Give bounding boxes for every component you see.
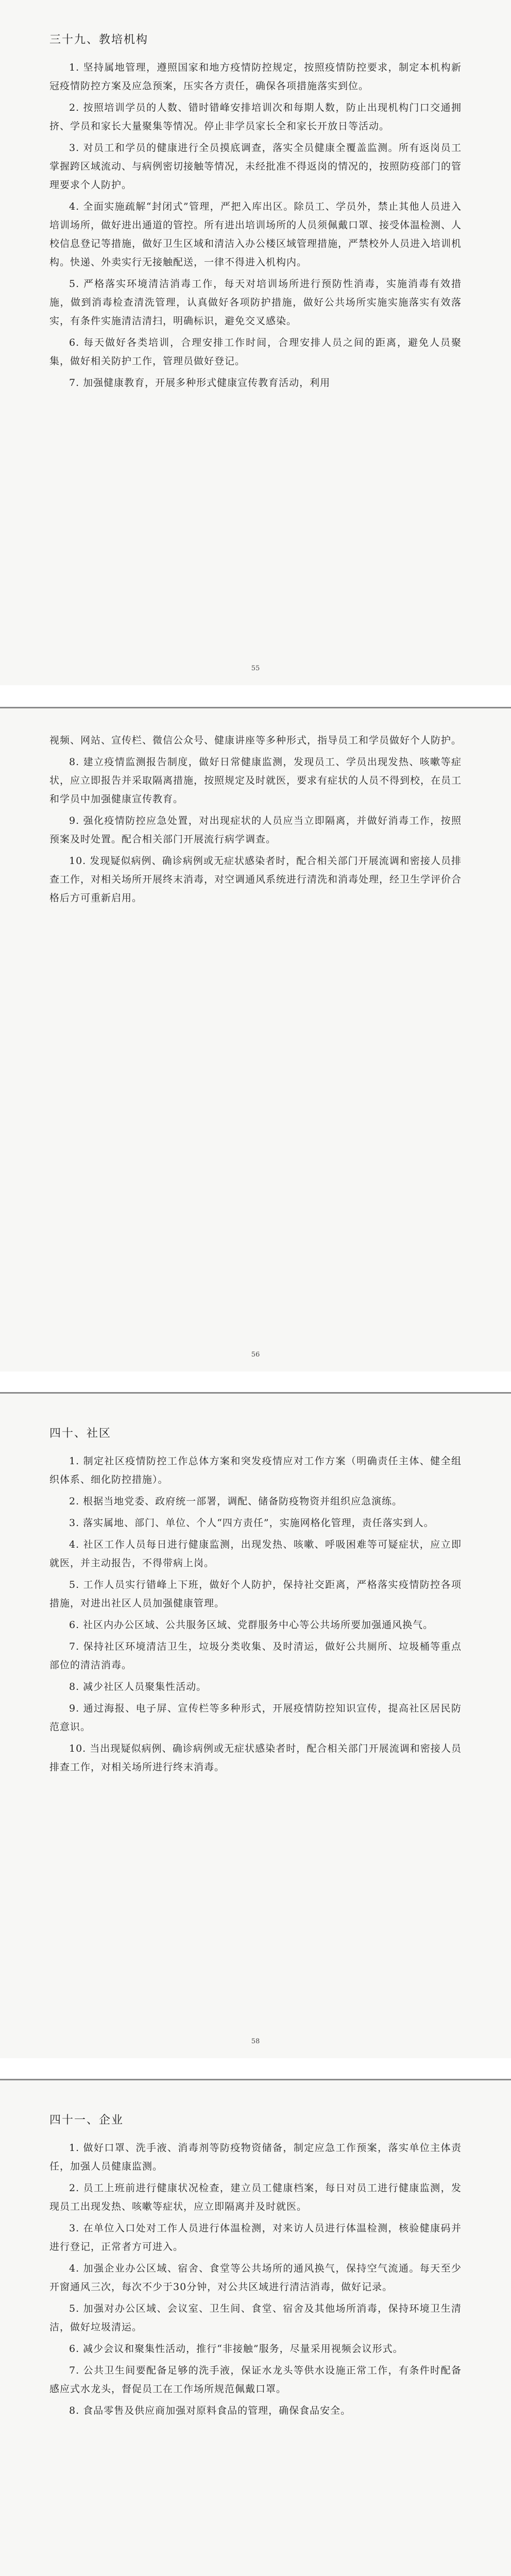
paragraph: 6. 减少会议和聚集性活动，推行“非接触”服务，尽量采用视频会议形式。	[69, 2343, 403, 2354]
paragraph: 1. 制定社区疫情防控工作总体方案和突发疫情应对工作方案（明确责任主体、健全组织体系、细化防控措施）。	[49, 1455, 462, 1485]
paragraph: 3. 对员工和学员的健康进行全员摸底调查，落实全员健康全覆盖监测。所有返岗员工掌握跨区域流动、与病例密切接触等情况，未经批准不得返岗的情况的，按照防疫部门的管理要求个人防护。	[49, 142, 462, 191]
paragraph: 视频、网站、宣传栏、微信公众号、健康讲座等多种形式，指导员工和学员做好个人防护。	[49, 735, 462, 746]
paragraph: 2. 根据当地党委、政府统一部署，调配、储备防疫物资并组织应急演练。	[69, 1496, 403, 1507]
paragraph: 9. 通过海报、电子屏、宣传栏等多种形式，开展疫情防控知识宣传，提高社区居民防范意识。	[49, 1703, 462, 1733]
paragraph: 5. 严格落实环境清洁消毒工作，每天对培训场所进行预防性消毒，实施消毒有效措施，做到消毒检查清洗管理，认真做好各项防护措施，做好公共场所实施实施落实有效落实，有条件实施清洁清扫，明确标识，避免交叉感染。	[49, 278, 462, 327]
paragraph: 6. 每天做好各类培训，合理安排工作时间，合理安排人员之间的距离，避免人员聚集，做好相关防护工作，管理员做好登记。	[49, 337, 462, 367]
section-heading: 三十九、教培机构	[49, 33, 149, 46]
section-heading: 四十一、企业	[49, 2114, 124, 2127]
paragraph: 2. 按照培训学员的人数、错时错峰安排培训次和每期人数，防止出现机构门口交通拥挤、学员和家长大量聚集等情况。停止非学员家长全和家长开放日等活动。	[49, 102, 462, 132]
paragraph: 3. 落实属地、部门、单位、个人“四方责任”，实施网格化管理，责任落实到人。	[69, 1517, 434, 1529]
page-gap	[0, 1371, 511, 1392]
paragraph: 5. 工作人员实行错峰上下班，做好个人防护，保持社交距离，严格落实疫情防控各项措施，对进出社区人员加强健康管理。	[49, 1579, 462, 1609]
document-page-1	[0, 0, 511, 685]
paragraph: 10. 发现疑似病例、确诊病例或无症状感染者时，配合相关部门开展流调和密接人员排查工作，对相关场所开展终末消毒，对空调通风系统进行清洗和消毒处理，经卫生学评价合格后方可重新启用。	[49, 855, 462, 904]
paragraph: 6. 社区内办公区域、公共服务区域、党群服务中心等公共场所要加强通风换气。	[69, 1619, 434, 1631]
page-number: 56	[251, 1351, 260, 1359]
paragraph: 1. 做好口罩、洗手液、消毒剂等防疫物资储备，制定应急工作预案，落实单位主体责任，加强人员健康监测。	[49, 2142, 462, 2172]
paragraph: 4. 加强企业办公区域、宿舍、食堂等公共场所的通风换气，保持空气流通。每天至少开窗通风三次，每次不少于30分钟，对公共区域进行清洁消毒，做好记录。	[49, 2263, 462, 2293]
section-heading: 四十、社区	[49, 1427, 112, 1440]
paragraph: 5. 加强对办公区域、会议室、卫生间、食堂、宿舍及其他场所消毒，保持环境卫生清洁，做好垃圾清运。	[49, 2303, 462, 2333]
document-page-3	[0, 1394, 511, 2058]
paragraph: 10. 当出现疑似病例、确诊病例或无症状感染者时，配合相关部门开展流调和密接人员排查工作，对相关场所进行终末消毒。	[49, 1743, 462, 1773]
paragraph: 4. 全面实施疏解“封闭式”管理，严把入库出区。除员工、学员外，禁止其他人员进入培训场所，做好进出通道的管控。所有进出培训场所的人员须佩戴口罩、接受体温检测、人校信息登记等措施，做好卫生区域和清洁入办公楼区域管理措施，严禁校外人员进入培训机构。快递、外卖实行无接触配送，一律不得进入机构内。	[49, 201, 462, 268]
paragraph: 1. 坚持属地管理，遵照国家和地方疫情防控规定，按照疫情防控要求，制定本机构新冠疫情防控方案及应急预案，压实各方责任，确保各项措施落实到位。	[49, 62, 462, 92]
page-number: 55	[251, 665, 260, 672]
paragraph: 7. 公共卫生间要配备足够的洗手液，保证水龙头等供水设施正常工作，有条件时配备感应式水龙头，督促员工在工作场所规范佩戴口罩。	[49, 2365, 462, 2395]
paragraph: 8. 减少社区人员聚集性活动。	[69, 1681, 207, 1692]
page-gap	[0, 2058, 511, 2079]
paragraph: 3. 在单位入口处对工作人员进行体温检测，对来访人员进行体温检测，核验健康码并进行登记，正常者方可进入。	[49, 2223, 462, 2252]
paragraph: 9. 强化疫情防控应急处置，对出现症状的人员应当立即隔离，并做好消毒工作，按照预案及时处置。配合相关部门开展流行病学调查。	[49, 815, 462, 845]
document-page-2	[0, 708, 511, 1371]
paragraph: 2. 员工上班前进行健康状况检查，建立员工健康档案，每日对员工进行健康监测，发现员工出现发热、咳嗽等症状，应立即隔离并及时就医。	[49, 2182, 462, 2212]
page-gap	[0, 685, 511, 707]
document-page-4	[0, 2080, 511, 2576]
paragraph: 7. 保持社区环境清洁卫生，垃圾分类收集、及时清运，做好公共厕所、垃圾桶等重点部位的清洁消毒。	[49, 1641, 462, 1671]
page-number: 58	[251, 2038, 260, 2045]
paragraph: 8. 建立疫情监测报告制度，做好日常健康监测，发现员工、学员出现发热、咳嗽等症状，应立即报告并采取隔离措施，按照规定及时就医，要求有症状的人员不得到校，在员工和学员中加强健康宣传教育。	[49, 756, 462, 805]
paragraph: 4. 社区工作人员每日进行健康监测，出现发热、咳嗽、呼吸困难等可疑症状，应立即就医，并主动报告，不得带病上岗。	[49, 1539, 462, 1569]
paragraph: 7. 加强健康教育，开展多种形式健康宣传教育活动，利用	[69, 377, 331, 388]
paragraph: 8. 食品零售及供应商加强对原料食品的管理，确保食品安全。	[69, 2405, 351, 2416]
